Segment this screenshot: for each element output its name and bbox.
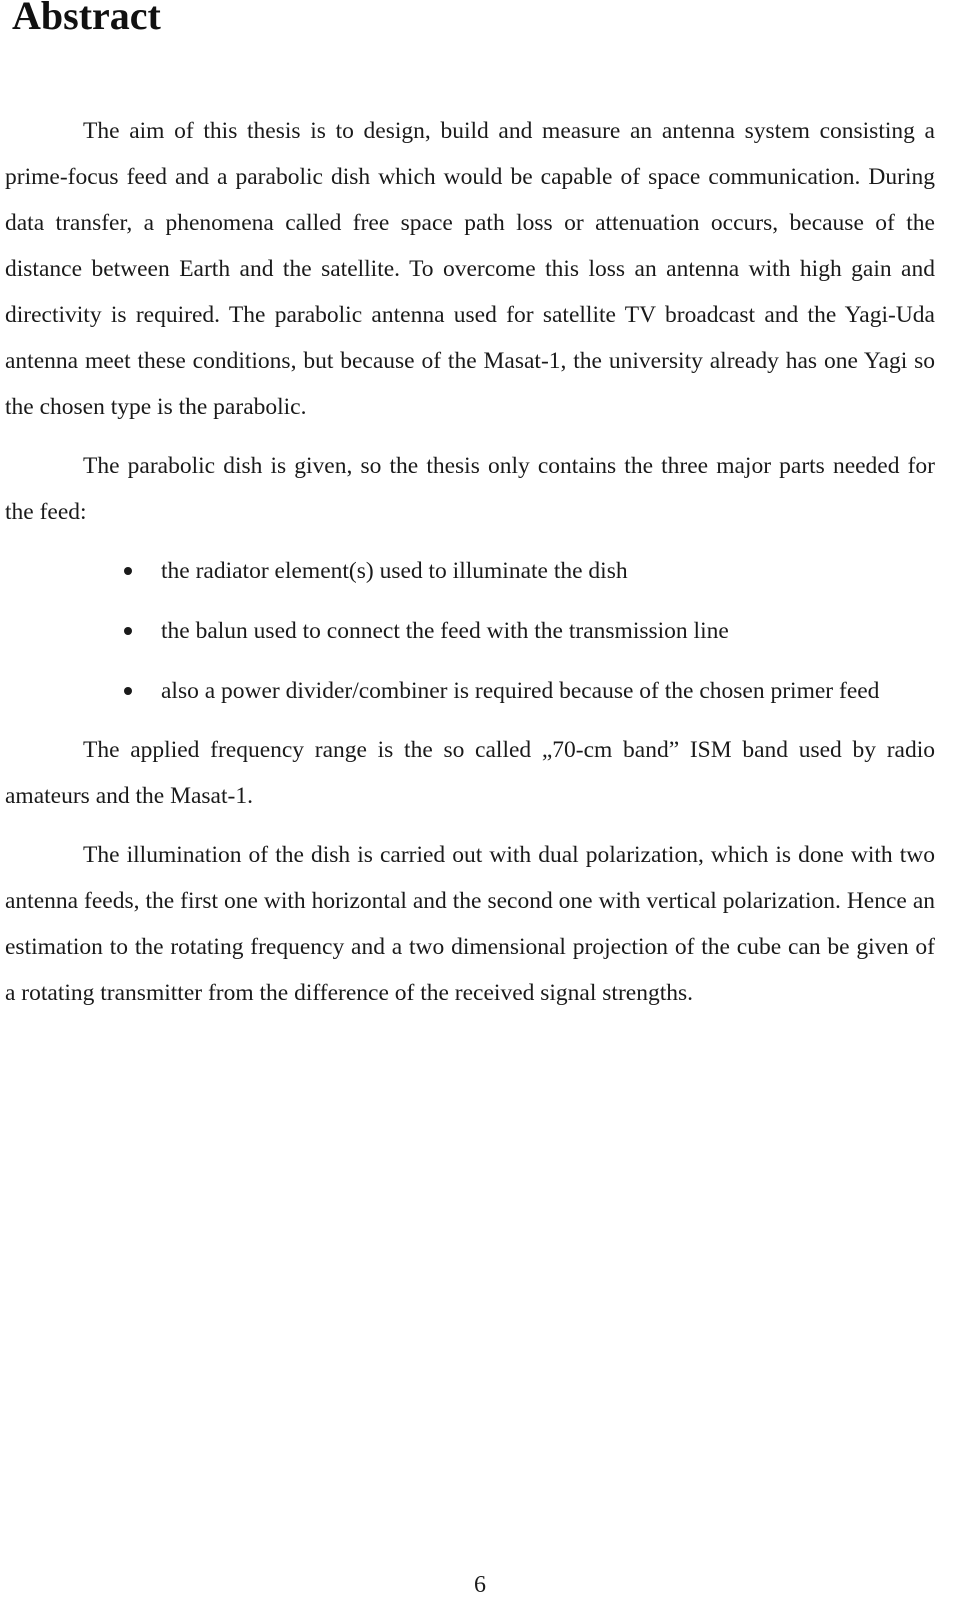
bullet-icon [124,567,132,575]
bullet-icon [124,687,132,695]
abstract-body [5,108,935,1016]
paragraph-frequency: The applied frequency range is the so called „70-cm band” ISM band used by radio amateurs and the Masat-1. [5,737,935,809]
list-item [5,668,935,714]
list-item [5,548,935,594]
bullet-icon [124,627,132,635]
list-item-text: the balun used to connect the feed with the transmission line [161,618,729,644]
list-item [5,608,935,654]
paragraph-feed-parts: The parabolic dish is given, so the thesis only contains the three major parts needed for the feed: [5,453,935,525]
feed-parts-list [5,548,935,714]
list-item-text: the radiator element(s) used to illuminate the dish [161,558,628,584]
page-title: Abstract [12,0,161,38]
list-item-text: also a power divider/combiner is required because of the chosen primer feed [161,678,880,704]
paragraph-aim: The aim of this thesis is to design, build and measure an antenna system consisting a prime-focus feed and a parabolic dish which would be capable of space communication. During data transfer, a phenomena called free space path loss or attenuation occurs, because of the distance between Earth and the satellite. To overcome this loss an antenna with high gain and directivity is required. The parabolic antenna used for satellite TV broadcast and the Yagi-Uda antenna meet these conditions, but because of the Masat-1, the university already has one Yagi so the chosen type is the parabolic. [5,118,935,420]
paragraph-polarization: The illumination of the dish is carried out with dual polarization, which is done with two antenna feeds, the first one with horizontal and the second one with vertical polarization. Hence an estimation to the rotating frequency and a two dimensional projection of the cube can be given of a rotating transmitter from the difference of the received signal strengths. [5,842,935,1006]
page-number: 6 [474,1572,486,1598]
